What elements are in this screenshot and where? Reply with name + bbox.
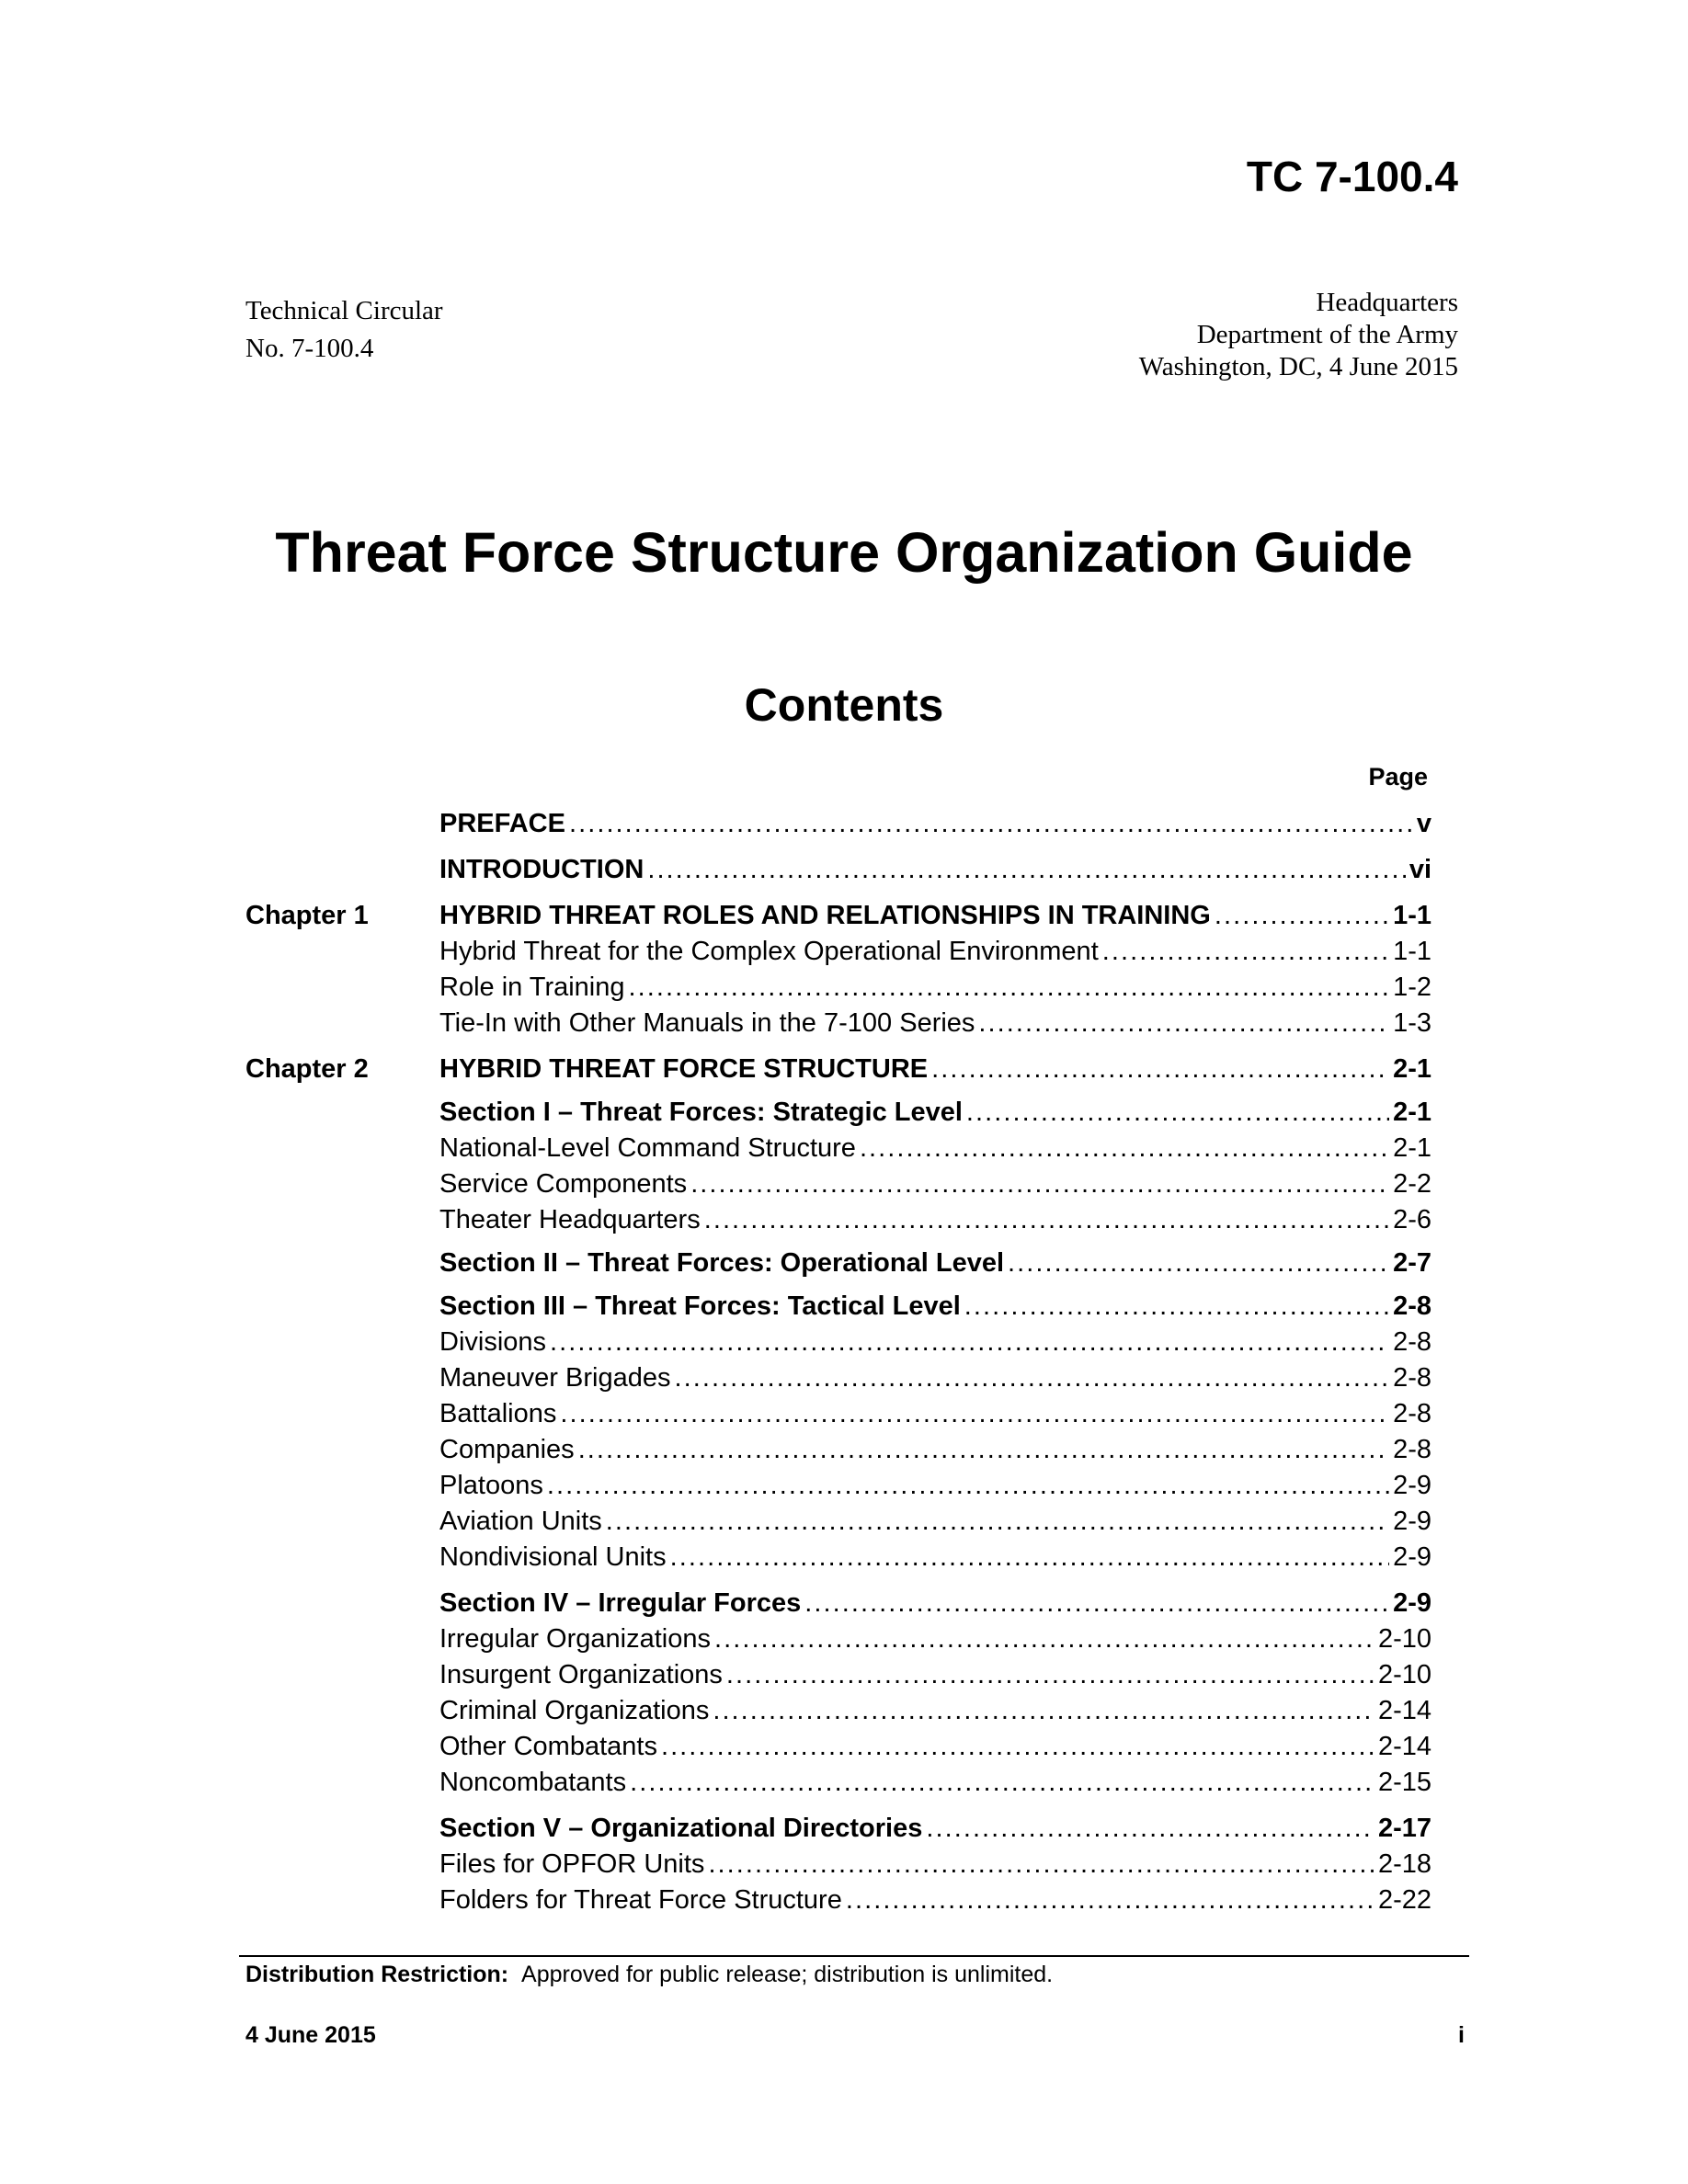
toc-leader-dots — [708, 1849, 1374, 1880]
toc-page-number: 2-8 — [1393, 1327, 1431, 1357]
toc-entry — [245, 1624, 1431, 1661]
toc-entry — [245, 1814, 1431, 1850]
toc-leader-dots — [661, 1732, 1374, 1762]
footer-page-number: i — [1458, 2022, 1465, 2048]
toc-entry — [245, 1507, 1431, 1543]
toc-entry — [245, 901, 1431, 938]
toc-leader-dots — [670, 1542, 1389, 1573]
distribution-label: Distribution Restriction: — [245, 1962, 509, 1987]
page-column-header: Page — [1368, 763, 1428, 791]
toc-entry — [245, 1435, 1431, 1472]
toc-entry — [245, 1133, 1431, 1170]
headquarters-block — [1139, 287, 1458, 383]
toc-leader-dots — [569, 809, 1413, 839]
toc-entry — [245, 1849, 1431, 1886]
toc-entry-label: Other Combatants — [439, 1732, 657, 1761]
toc-page-number: 2-6 — [1393, 1205, 1431, 1234]
toc-entry-label: HYBRID THREAT ROLES AND RELATIONSHIPS IN TRAINING — [439, 901, 1211, 930]
toc-leader-dots — [674, 1363, 1389, 1393]
toc-page-number: 1-1 — [1393, 901, 1431, 930]
toc-page-number: 1-1 — [1393, 937, 1431, 966]
toc-page-number: 2-9 — [1393, 1507, 1431, 1536]
toc-entry — [245, 1660, 1431, 1697]
toc-leader-dots — [713, 1696, 1374, 1726]
toc-entry — [245, 1885, 1431, 1922]
toc-entry — [245, 809, 1431, 846]
toc-entry-label: Section IV – Irregular Forces — [439, 1588, 802, 1618]
toc-page-number: 2-1 — [1393, 1098, 1431, 1127]
toc-entry — [245, 937, 1431, 973]
toc-entry-label: Section V – Organizational Directories — [439, 1814, 923, 1843]
toc-entry-label: Nondivisional Units — [439, 1542, 667, 1572]
toc-entry-label: Irregular Organizations — [439, 1624, 711, 1654]
toc-page-number: 2-18 — [1377, 1849, 1431, 1879]
toc-entry-label: Files for OPFOR Units — [439, 1849, 705, 1879]
toc-entry — [245, 1542, 1431, 1579]
toc-entry-label: Criminal Organizations — [439, 1696, 710, 1725]
toc-leader-dots — [547, 1471, 1389, 1501]
toc-entry-label: National-Level Command Structure — [439, 1133, 856, 1163]
toc-entry — [245, 1732, 1431, 1769]
footer-date: 4 June 2015 — [245, 2022, 376, 2048]
toc-entry — [245, 1008, 1431, 1045]
toc-entry-label: Maneuver Brigades — [439, 1363, 671, 1393]
hq-department: Department of the Army — [1196, 320, 1458, 349]
toc-entry-label: Noncombatants — [439, 1768, 627, 1797]
toc-entry-label: Insurgent Organizations — [439, 1660, 723, 1689]
toc-page-number: 2-14 — [1377, 1696, 1431, 1725]
toc-leader-dots — [1008, 1248, 1389, 1279]
toc-leader-dots — [714, 1624, 1374, 1655]
toc-entry-label: Folders for Threat Force Structure — [439, 1885, 842, 1915]
toc-entry — [245, 1471, 1431, 1507]
toc-page-number: 2-9 — [1393, 1542, 1431, 1572]
toc-entry-label: HYBRID THREAT FORCE STRUCTURE — [439, 1054, 929, 1084]
toc-leader-dots — [629, 973, 1390, 1003]
toc-leader-dots — [966, 1098, 1389, 1128]
toc-entry-label: Aviation Units — [439, 1507, 602, 1536]
toc-leader-dots — [964, 1291, 1389, 1322]
hq-line: Headquarters — [1316, 288, 1458, 317]
toc-page-number: 2-10 — [1377, 1624, 1431, 1654]
toc-page-number: 1-2 — [1393, 973, 1431, 1002]
toc-entry-label: Section II – Threat Forces: Operational Level — [439, 1248, 1005, 1278]
toc-page-number: 2-1 — [1393, 1133, 1431, 1163]
toc-chapter-label: Chapter 2 — [245, 1054, 369, 1084]
toc-entry — [245, 1205, 1431, 1242]
circular-number: No. 7-100.4 — [245, 334, 374, 363]
toc-entry — [245, 1291, 1431, 1328]
toc-leader-dots — [1215, 901, 1389, 931]
toc-chapter-label: Chapter 1 — [245, 901, 369, 930]
toc-leader-dots — [690, 1169, 1389, 1200]
toc-leader-dots — [726, 1660, 1374, 1690]
toc-page-number: 2-8 — [1393, 1291, 1431, 1321]
toc-page-number: 2-9 — [1393, 1471, 1431, 1500]
circular-type: Technical Circular — [245, 296, 443, 325]
toc-entry-label: Theater Headquarters — [439, 1205, 701, 1234]
toc-leader-dots — [704, 1205, 1389, 1235]
toc-entry-label: Platoons — [439, 1471, 543, 1500]
toc-entry — [245, 1399, 1431, 1436]
toc-page-number: 2-17 — [1377, 1814, 1431, 1843]
hq-location-date: Washington, DC, 4 June 2015 — [1138, 352, 1458, 381]
toc-page-number: vi — [1409, 855, 1431, 884]
toc-entry-label: INTRODUCTION — [439, 855, 644, 884]
toc-entry-label: Tie-In with Other Manuals in the 7-100 Series — [439, 1008, 975, 1038]
toc-entry — [245, 1696, 1431, 1733]
toc-leader-dots — [630, 1768, 1374, 1798]
toc-entry-label: Section III – Threat Forces: Tactical Level — [439, 1291, 961, 1321]
toc-entry — [245, 973, 1431, 1009]
toc-page-number: v — [1416, 809, 1431, 838]
toc-page-number: 2-22 — [1377, 1885, 1431, 1915]
toc-page-number: 2-14 — [1377, 1732, 1431, 1761]
toc-leader-dots — [926, 1814, 1374, 1844]
toc-entry — [245, 855, 1431, 892]
toc-entry — [245, 1363, 1431, 1400]
toc-leader-dots — [804, 1588, 1389, 1619]
document-title: Threat Force Structure Organization Guide — [275, 521, 1413, 584]
toc-page-number: 2-1 — [1393, 1054, 1431, 1084]
toc-page-number: 2-7 — [1393, 1248, 1431, 1278]
toc-entry — [245, 1768, 1431, 1804]
toc-page-number: 2-2 — [1393, 1169, 1431, 1199]
toc-leader-dots — [860, 1133, 1389, 1164]
footer-divider — [239, 1955, 1469, 1957]
toc-entry — [245, 1169, 1431, 1206]
toc-entry-label: Battalions — [439, 1399, 557, 1428]
toc-leader-dots — [606, 1507, 1389, 1537]
toc-leader-dots — [578, 1435, 1389, 1465]
toc-leader-dots — [846, 1885, 1374, 1916]
toc-leader-dots — [550, 1327, 1389, 1358]
toc-entry-label: Hybrid Threat for the Complex Operational Environment — [439, 937, 1099, 966]
distribution-text: Approved for public release; distribution is unlimited. — [521, 1962, 1054, 1987]
toc-entry-label: Section I – Threat Forces: Strategic Level — [439, 1098, 963, 1127]
toc-entry — [245, 1098, 1431, 1134]
toc-page-number: 2-8 — [1393, 1435, 1431, 1464]
toc-entry — [245, 1248, 1431, 1285]
toc-entry-label: PREFACE — [439, 809, 565, 838]
circular-number-block — [245, 292, 443, 368]
toc-page-number: 2-10 — [1377, 1660, 1431, 1689]
toc-leader-dots — [978, 1008, 1389, 1039]
toc-leader-dots — [560, 1399, 1389, 1429]
toc-page-number: 2-9 — [1393, 1588, 1431, 1618]
toc-leader-dots — [931, 1054, 1389, 1085]
toc-leader-dots — [1102, 937, 1389, 967]
toc-entry — [245, 1588, 1431, 1625]
toc-entry — [245, 1327, 1431, 1364]
distribution-restriction — [245, 1962, 1053, 1988]
toc-entry-label: Divisions — [439, 1327, 547, 1357]
toc-page-number: 1-3 — [1393, 1008, 1431, 1038]
toc-entry — [245, 1054, 1431, 1091]
contents-heading: Contents — [744, 679, 944, 731]
toc-page-number: 2-15 — [1377, 1768, 1431, 1797]
toc-entry-label: Role in Training — [439, 973, 625, 1002]
toc-entry-label: Companies — [439, 1435, 575, 1464]
toc-leader-dots — [647, 855, 1405, 885]
toc-page-number: 2-8 — [1393, 1399, 1431, 1428]
toc-page-number: 2-8 — [1393, 1363, 1431, 1393]
document-id: TC 7-100.4 — [1246, 153, 1458, 200]
toc-entry-label: Service Components — [439, 1169, 688, 1199]
